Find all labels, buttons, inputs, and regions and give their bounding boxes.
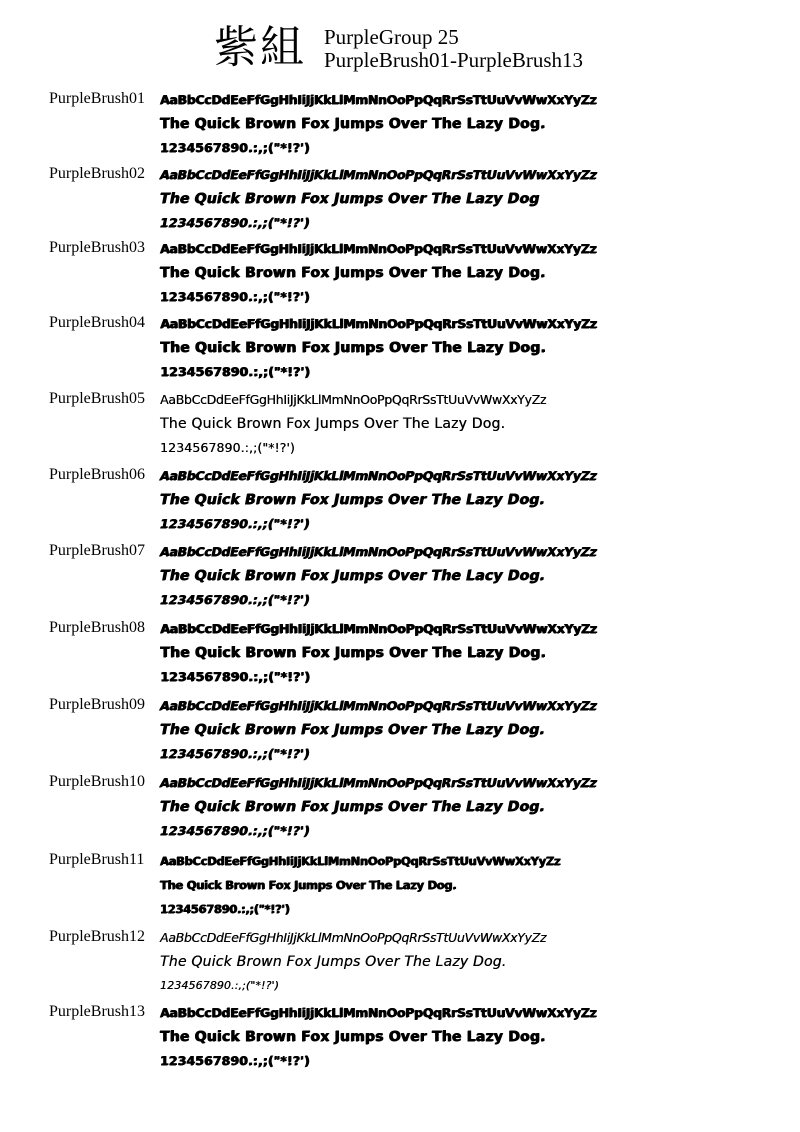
group-title: PurpleGroup 25 [324,25,459,49]
pangram-sample: The Quick Brown Fox Jumps Over The Lazy Dog. [160,954,507,970]
font-name-label: PurpleBrush08 [49,619,145,636]
alphabet-sample: AaBbCcDdEeFfGgHhIiJjKkLlMmNnOoPpQqRrSsTtUuVvWwXxYyZz [160,316,597,331]
sample-lines [160,464,596,536]
font-name-label: PurpleBrush12 [49,928,145,945]
font-name-label: PurpleBrush07 [49,542,145,559]
alphabet-sample: AaBbCcDdEeFfGgHhIiJjKkLlMmNnOoPpQqRrSsTtUuVvWwXxYyZz [160,241,597,256]
font-name-label: PurpleBrush11 [49,851,145,868]
pangram-sample: The Quick Brown Fox Jumps Over The Lazy Dog. [160,878,457,892]
alphabet-sample: AaBbCcDdEeFfGgHhIiJjKkLlMmNnOoPpQqRrSsTtUuVvWwXxYyZz [160,775,597,790]
digits-sample: 1234567890.:,;("*!?') [160,140,310,155]
pangram-sample: The Quick Brown Fox Jumps Over The Lazy Dog [160,191,540,207]
pangram-sample: The Quick Brown Fox Jumps Over The Lazy Dog. [160,722,546,738]
kanji-title: 紫組 [214,22,306,73]
digits-sample: 1234567890.:,;("*!?') [160,215,310,230]
font-name-label: PurpleBrush03 [49,239,145,256]
sample-lines [160,237,596,309]
alphabet-sample: AaBbCcDdEeFfGgHhIiJjKkLlMmNnOoPpQqRrSsTtUuVvWwXxYyZz [160,621,597,636]
pangram-sample: The Quick Brown Fox Jumps Over The Lazy Dog. [160,265,546,281]
digits-sample: 1234567890.:,;("*!?') [160,902,290,916]
alphabet-sample: AaBbCcDdEeFfGgHhIiJjKkLlMmNnOoPpQqRrSsTtUuVvWwXxYyZz [160,544,597,559]
pangram-sample: The Quick Brown Fox Jumps Over The Lazy Dog. [160,340,546,356]
pangram-sample: The Quick Brown Fox Jumps Over The Lazy Dog. [160,645,546,661]
title-block [324,26,583,72]
sample-lines [160,163,596,235]
pangram-sample: The Quick Brown Fox Jumps Over The Lazy Dog. [160,492,546,508]
alphabet-sample: AaBbCcDdEeFfGgHhIiJjKkLlMmNnOoPpQqRrSsTtUuVvWwXxYyZz [160,392,547,407]
sample-lines [160,1001,596,1073]
sample-lines [160,88,596,160]
pangram-sample: The Quick Brown Fox Jumps Over The Lazy Dog. [160,1029,546,1045]
pangram-sample: The Quick Brown Fox Jumps Over The Lazy Dog. [160,799,546,815]
sample-lines [160,617,596,689]
sample-lines [160,312,596,384]
pangram-sample: The Quick Brown Fox Jumps Over The Lazy Dog. [160,116,546,132]
digits-sample: 1234567890.:,;("*!?') [160,669,310,684]
digits-sample: 1234567890.:,;("*!?') [160,592,310,607]
font-name-label: PurpleBrush05 [49,390,145,407]
sample-lines [160,771,596,843]
font-name-label: PurpleBrush10 [49,773,145,790]
digits-sample: 1234567890.:,;("*!?') [160,823,310,838]
digits-sample: 1234567890.:,;("*!?') [160,746,310,761]
pangram-sample: The Quick Brown Fox Jumps Over The Lacy Dog. [160,568,546,584]
font-name-label: PurpleBrush01 [49,90,145,107]
digits-sample: 1234567890.:,;("*!?') [160,1053,310,1068]
sample-lines [160,694,596,766]
alphabet-sample: AaBbCcDdEeFfGgHhIiJjKkLlMmNnOoPpQqRrSsTtUuVvWwXxYyZz [160,854,561,868]
alphabet-sample: AaBbCcDdEeFfGgHhIiJjKkLlMmNnOoPpQqRrSsTtUuVvWwXxYyZz [160,930,547,945]
digits-sample: 1234567890.:,;("*!?') [160,516,310,531]
font-name-label: PurpleBrush09 [49,696,145,713]
font-range-subtitle: PurpleBrush01-PurpleBrush13 [324,48,583,72]
digits-sample: 1234567890.:,;("*!?') [160,364,310,379]
sample-lines [160,540,596,612]
alphabet-sample: AaBbCcDdEeFfGgHhIiJjKkLlMmNnOoPpQqRrSsTtUuVvWwXxYyZz [160,167,597,182]
alphabet-sample: AaBbCcDdEeFfGgHhIiJjKkLlMmNnOoPpQqRrSsTtUuVvWwXxYyZz [160,468,597,483]
font-name-label: PurpleBrush06 [49,466,145,483]
font-name-label: PurpleBrush13 [49,1003,145,1020]
alphabet-sample: AaBbCcDdEeFfGgHhIiJjKkLlMmNnOoPpQqRrSsTtUuVvWwXxYyZz [160,92,597,107]
pangram-sample: The Quick Brown Fox Jumps Over The Lazy Dog. [160,416,506,432]
alphabet-sample: AaBbCcDdEeFfGgHhIiJjKkLlMmNnOoPpQqRrSsTtUuVvWwXxYyZz [160,698,597,713]
sample-lines [160,926,546,998]
font-name-label: PurpleBrush04 [49,314,145,331]
digits-sample: 1234567890.:,;("*!?') [160,289,310,304]
alphabet-sample: AaBbCcDdEeFfGgHhIiJjKkLlMmNnOoPpQqRrSsTtUuVvWwXxYyZz [160,1005,597,1020]
digits-sample: 1234567890.:,;("*!?') [160,440,295,455]
sample-lines [160,849,560,921]
font-name-label: PurpleBrush02 [49,165,145,182]
sample-lines [160,388,546,460]
digits-sample: 1234567890.:,;("*!?') [160,979,279,992]
